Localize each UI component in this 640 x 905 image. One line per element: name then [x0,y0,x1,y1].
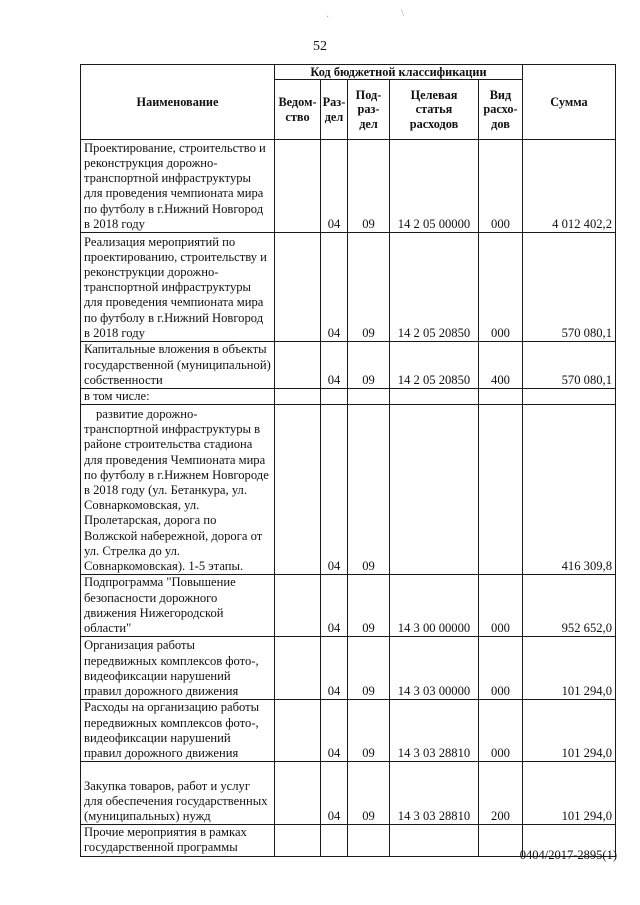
row-expense-type: 400 [479,342,523,389]
row-target-article: 14 2 05 00000 [390,140,479,233]
row-department [275,700,321,762]
row-section [321,825,348,857]
header-code-group: Код бюджетной классификации [275,65,523,80]
row-department [275,389,321,405]
row-department [275,762,321,825]
row-expense-type: 000 [479,575,523,637]
table-row [81,405,616,575]
row-target-article: 14 3 00 00000 [390,575,479,637]
row-subsection: 09 [348,342,390,389]
table-row [81,575,616,637]
row-expense-type: 000 [479,140,523,233]
scan-mark: · [326,12,330,23]
row-expense-type: 000 [479,700,523,762]
row-subsection [348,389,390,405]
row-department [275,405,321,575]
row-amount: 101 294,0 [523,762,616,825]
row-target-article [390,389,479,405]
row-section: 04 [321,140,348,233]
table-row [81,342,616,389]
table-row [81,762,616,825]
header-section: Раз-дел [321,80,348,140]
row-amount: 570 080,1 [523,233,616,342]
row-amount: 570 080,1 [523,342,616,389]
row-section: 04 [321,637,348,700]
row-expense-type: 200 [479,762,523,825]
row-section: 04 [321,405,348,575]
row-department [275,342,321,389]
row-section [321,389,348,405]
row-target-article: 14 2 05 20850 [390,233,479,342]
budget-table [80,64,616,857]
row-amount: 101 294,0 [523,637,616,700]
table-row [81,140,616,233]
row-amount [523,389,616,405]
row-name: Прочие мероприятия в рамках государственной программы [81,825,275,857]
table-row [81,389,616,405]
row-section: 04 [321,342,348,389]
row-name: Реализация мероприятий по проектированию, строительству и реконструкции дорожно-транспортной инфраструктуры для проведения чемпионата мира по футболу в г.Нижний Новгород в 2018 году [81,233,275,342]
row-subsection: 09 [348,575,390,637]
row-section: 04 [321,575,348,637]
row-amount: 101 294,0 [523,700,616,762]
row-department [275,825,321,857]
scan-mark: \ [401,8,404,19]
header-amount: Сумма [523,65,616,140]
row-name: Организация работы передвижных комплексов фото-, видеофиксации нарушений правил дорожного движения [81,637,275,700]
row-expense-type [479,405,523,575]
row-subsection: 09 [348,637,390,700]
row-expense-type: 000 [479,233,523,342]
row-department [275,140,321,233]
row-subsection [348,825,390,857]
row-name: развитие дорожно-транспортной инфраструктуры в районе строительства стадиона для проведения Чемпионата мира по футболу в г.Нижнем Новгороде в 2018 году (ул. Бетанкура, ул. Совнаркомовская, ул. Пролетарская, дорога по Волжской набережной, дорога от ул. Стрелка до ул. Совнаркомовская). 1-5 этапы. [81,405,275,575]
row-subsection: 09 [348,405,390,575]
header-expense-type: Вид расхо-дов [479,80,523,140]
header-target-article: Целевая статья расходов [390,80,479,140]
row-name: в том числе: [81,389,275,405]
row-department [275,575,321,637]
row-section: 04 [321,233,348,342]
row-name: Закупка товаров, работ и услуг для обеспечения государственных (муниципальных) нужд [81,762,275,825]
row-target-article [390,825,479,857]
row-department [275,233,321,342]
row-section: 04 [321,700,348,762]
row-amount: 4 012 402,2 [523,140,616,233]
row-expense-type: 000 [479,637,523,700]
row-name: Расходы на организацию работы передвижных комплексов фото-, видеофиксации нарушений правил дорожного движения [81,700,275,762]
row-department [275,637,321,700]
header-department: Ведом-ство [275,80,321,140]
table-row [81,637,616,700]
row-amount: 416 309,8 [523,405,616,575]
document-code: 0404/2017-2895(1) [519,848,617,862]
row-amount: 952 652,0 [523,575,616,637]
row-expense-type [479,389,523,405]
row-target-article: 14 3 03 28810 [390,700,479,762]
row-subsection: 09 [348,140,390,233]
row-target-article [390,405,479,575]
row-subsection: 09 [348,700,390,762]
row-name: Капитальные вложения в объекты государственной (муниципальной) собственности [81,342,275,389]
header-subsection: Под-раз-дел [348,80,390,140]
row-subsection: 09 [348,762,390,825]
row-name: Проектирование, строительство и реконструкция дорожно-транспортной инфраструктуры для проведения чемпионата мира по футболу в г.Нижний Новгород в 2018 году [81,140,275,233]
row-name: Подпрограмма "Повышение безопасности дорожного движения Нижегородской области" [81,575,275,637]
row-target-article: 14 3 03 28810 [390,762,479,825]
header-name: Наименование [81,65,275,140]
row-section: 04 [321,762,348,825]
row-target-article: 14 2 05 20850 [390,342,479,389]
row-expense-type [479,825,523,857]
page-number: 52 [313,39,327,54]
row-subsection: 09 [348,233,390,342]
row-target-article: 14 3 03 00000 [390,637,479,700]
table-row [81,700,616,762]
table-row [81,233,616,342]
